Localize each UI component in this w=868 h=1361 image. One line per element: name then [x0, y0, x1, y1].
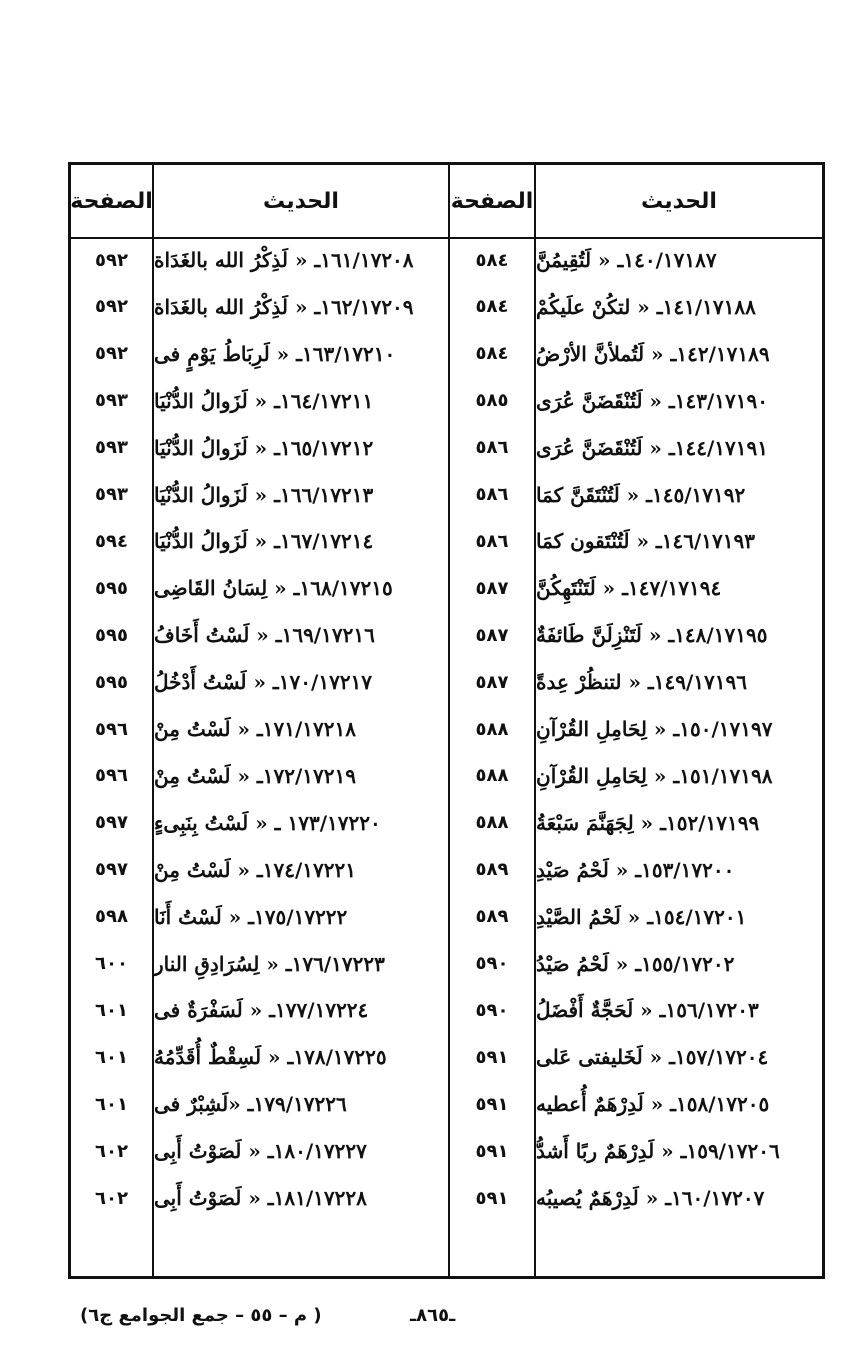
page-number: ٥٩٢ [95, 296, 128, 318]
hadith-entry: ١٧٧/١٧٢٢٤ـ « لَسَفْرَةٌ فى [154, 998, 369, 1023]
hadith-entry: ١٤٤/١٧١٩١ـ « لَتُنْقَضَنَّ عُرَى [536, 435, 768, 460]
hadith-entry: ١٧٤/١٧٢٢١ـ « لَسْتُ مِنْ [154, 857, 357, 882]
page-number: ٥٩١ [475, 1140, 509, 1162]
table-row [71, 847, 822, 893]
page-number: ٥٨٨ [475, 718, 509, 740]
page-number: ٥٩٧ [95, 812, 128, 834]
hadith-entry: ١٧٨/١٧٢٢٥ـ « لَسِقْطٌ أُقَدِّمُهُ [154, 1045, 387, 1070]
table-row [71, 659, 822, 705]
page-number: ٥٩٣ [95, 390, 128, 412]
header-hadith-left: الحديث [263, 188, 339, 214]
hadith-entry: ١٧٠/١٧٢١٧ـ « لَسْتُ أَدْخُلُ [154, 670, 373, 695]
page-number: ٥٩٥ [95, 577, 128, 599]
footer-reference: ( م – ٥٥ – جمع الجوامع ج٦) [80, 1305, 322, 1326]
page-number: ٦٠٠ [95, 953, 128, 974]
table-row [71, 237, 822, 283]
page-number: ٥٩٢ [95, 343, 128, 365]
hadith-entry: ١٤٩/١٧١٩٦ـ « لتنظُرْ عِدةً [536, 670, 748, 695]
hadith-entry: ١٦٤/١٧٢١١ـ « لَزَوالُ الدُّنْيَا [154, 388, 374, 413]
hadith-entry: ١٧٩/١٧٢٢٦ـ «لَشِبْرٌ فى [154, 1092, 347, 1117]
page-number: ٥٨٧ [475, 624, 509, 646]
hadith-entry: ١٦٢/١٧٢٠٩ـ « لَذِكْرُ الله بالغَدَاة [154, 294, 414, 319]
hadith-entry: ١٥٧/١٧٢٠٤ـ « لَخَليفتى عَلى [536, 1045, 769, 1070]
table-row [71, 753, 822, 799]
page-number: ٥٩٥ [95, 671, 128, 693]
table-row [71, 941, 822, 987]
hadith-entry: ١٥٣/١٧٢٠٠ـ « لَحْمُ صَيْدِ [536, 857, 735, 882]
hadith-entry: ١٥٢/١٧١٩٩ـ « لِجَهَنَّمَ سَبْعَةُ [536, 810, 760, 835]
index-table [68, 162, 825, 1279]
hadith-entry: ١٦٦/١٧٢١٣ـ « لَزَوالُ الدُّنْيَا [154, 482, 374, 507]
hadith-entry: ١٦١/١٧٢٠٨ـ « لَذِكْرُ الله بالغَدَاة [154, 248, 414, 272]
hadith-entry: ١٦٣/١٧٢١٠ـ « لَرِبَاطُ يَوْمٍ فى [154, 341, 396, 366]
hadith-entry: ١٧٥/١٧٢٢٢ـ « لَسْتُ أَنَا [154, 904, 348, 929]
page-number: ٥٩٨ [95, 906, 128, 928]
table-row [71, 518, 822, 564]
table-row [71, 612, 822, 658]
page-number: ٥٨٨ [475, 765, 509, 787]
table-row [71, 331, 822, 377]
hadith-entry: ١٤٧/١٧١٩٤ـ « لَتَنْتَهِكُنَّ [536, 576, 722, 601]
hadith-entry: ١٧٦/١٧٢٢٣ـ « لِسُرَادِقِ النار [154, 951, 385, 976]
hadith-entry: ١٧٢/١٧٢١٩ـ « لَسْتُ مِنْ [154, 763, 357, 788]
page-number: ٥٩٠ [475, 999, 509, 1021]
page-number: ٥٩٦ [95, 718, 128, 740]
page-number: ٦٠١ [95, 999, 128, 1021]
page-number: ٥٩١ [475, 1093, 509, 1115]
footer-page-number: ـ٨٦٥ـ [410, 1305, 456, 1326]
page-number: ٥٨٥ [475, 390, 509, 412]
page-number: ٦٠١ [95, 1093, 128, 1115]
table-row [71, 284, 822, 330]
hadith-entry: ١٨٠/١٧٢٢٧ـ « لَصَوْتُ أَبِى [154, 1139, 367, 1164]
page-number: ٥٨٦ [475, 437, 509, 459]
page-number: ٥٨٦ [475, 530, 509, 552]
page-number: ٥٨٤ [475, 296, 509, 318]
table-row [71, 378, 822, 424]
table-row [71, 1034, 822, 1080]
table-row [71, 1081, 822, 1127]
hadith-entry: ١٤١/١٧١٨٨ـ « لتكُنْ علَيكُمْ [536, 294, 756, 319]
hadith-entry: ١٦٠/١٧٢٠٧ـ « لَدِرْهَمٌ يُصيبُه [536, 1186, 765, 1210]
hadith-entry: ١٨١/١٧٢٢٨ـ « لَصَوْتُ أَبِى [154, 1186, 367, 1210]
page-number: ٥٩٢ [95, 249, 128, 271]
table-row [71, 1175, 822, 1221]
page-number: ٥٩٠ [475, 953, 509, 974]
table-row [71, 894, 822, 940]
page-number: ٥٨٧ [475, 577, 509, 599]
page-number: ٥٨٧ [475, 671, 509, 693]
hadith-entry: ١٥٠/١٧١٩٧ـ « لِحَامِلِ القُرْآنِ [536, 717, 773, 741]
hadith-entry: ١٦٥/١٧٢١٢ـ « لَزَوالُ الدُّنْيَا [154, 435, 374, 460]
page-number: ٥٩١ [475, 1046, 509, 1068]
hadith-entry: ١٤٦/١٧١٩٣ـ « لَتُنْتَقون كمَا [536, 529, 756, 554]
page-number: ٥٨٤ [475, 343, 509, 365]
table-row [71, 565, 822, 611]
page-number: ٥٩١ [475, 1187, 509, 1209]
table-row [71, 425, 822, 471]
hadith-entry: ١٥٨/١٧٢٠٥ـ « لَدِرْهَمٌ أُعطيه [536, 1092, 770, 1117]
page-number: ٥٩٥ [95, 624, 128, 646]
hadith-entry: ١٤٨/١٧١٩٥ـ « لَتَنْزِلَنَّ طَائفَةٌ [536, 623, 768, 648]
hadith-entry: ١٥٤/١٧٢٠١ـ « لَحْمُ الصَّيْدِ [536, 904, 747, 929]
header-hadith-right: الحديث [641, 188, 717, 214]
hadith-entry: ١٤٢/١٧١٨٩ـ « لَتُملأنَّ الأرْضُ [536, 341, 770, 366]
page-number: ٦٠٢ [95, 1140, 128, 1162]
hadith-entry: ١٥٦/١٧٢٠٣ـ « لَحَجَّةٌ أَفْضَلُ [536, 998, 759, 1023]
page-number: ٥٩٧ [95, 859, 128, 881]
table-row [71, 1128, 822, 1174]
page-number: ٥٨٩ [475, 906, 509, 928]
table-row [71, 706, 822, 752]
table-row [71, 800, 822, 846]
page-number: ٥٨٦ [475, 484, 509, 505]
page-number: ٥٩٤ [95, 530, 128, 552]
header-page-right: الصفحة [450, 188, 534, 214]
page-number: ٥٨٩ [475, 859, 509, 881]
hadith-entry: ١٥٩/١٧٢٠٦ـ « لَدِرْهَمٌ ربًا أَشدُّ [536, 1139, 780, 1164]
hadith-entry: ١٥٥/١٧٢٠٢ـ « لَحْمُ صَيْدُ [536, 951, 735, 976]
hadith-entry: ١٦٧/١٧٢١٤ـ « لَزَوالُ الدُّنْيَا [154, 529, 374, 554]
table-row [71, 472, 822, 518]
hadith-entry: ١٤٠/١٧١٨٧ـ « لَتُقِيمُنَّ [536, 248, 717, 272]
hadith-entry: ١٧١/١٧٢١٨ـ « لَسْتُ مِنْ [154, 717, 357, 741]
hadith-entry: ١٦٨/١٧٢١٥ـ « لِسَانُ القَاضِى [154, 576, 393, 601]
page-number: ٥٩٦ [95, 765, 128, 787]
hadith-entry: ١٧٣/١٧٢٢٠ ـ « لَسْتُ بِنَبِىءٍ [154, 810, 381, 835]
hadith-entry: ١٤٥/١٧١٩٢ـ « لَتُنْتَقَنَّ كمَا [536, 482, 746, 507]
hadith-entry: ١٤٣/١٧١٩٠ـ « لَتُنْقَضَنَّ عُرَى [536, 388, 768, 413]
page-number: ٥٩٣ [95, 437, 128, 459]
table-row [71, 987, 822, 1033]
page-footer [80, 1305, 480, 1335]
page-number: ٥٨٨ [475, 812, 509, 834]
page-number: ٥٨٤ [475, 249, 509, 271]
page-number: ٥٩٣ [95, 484, 128, 505]
hadith-entry: ١٥١/١٧١٩٨ـ « لِحَامِلِ القُرْآنِ [536, 763, 773, 788]
hadith-entry: ١٦٩/١٧٢١٦ـ « لَسْتُ أَخَافُ [154, 623, 375, 648]
page-number: ٦٠١ [95, 1046, 128, 1068]
header-page-left: الصفحة [70, 188, 153, 214]
page-number: ٦٠٢ [95, 1187, 128, 1209]
